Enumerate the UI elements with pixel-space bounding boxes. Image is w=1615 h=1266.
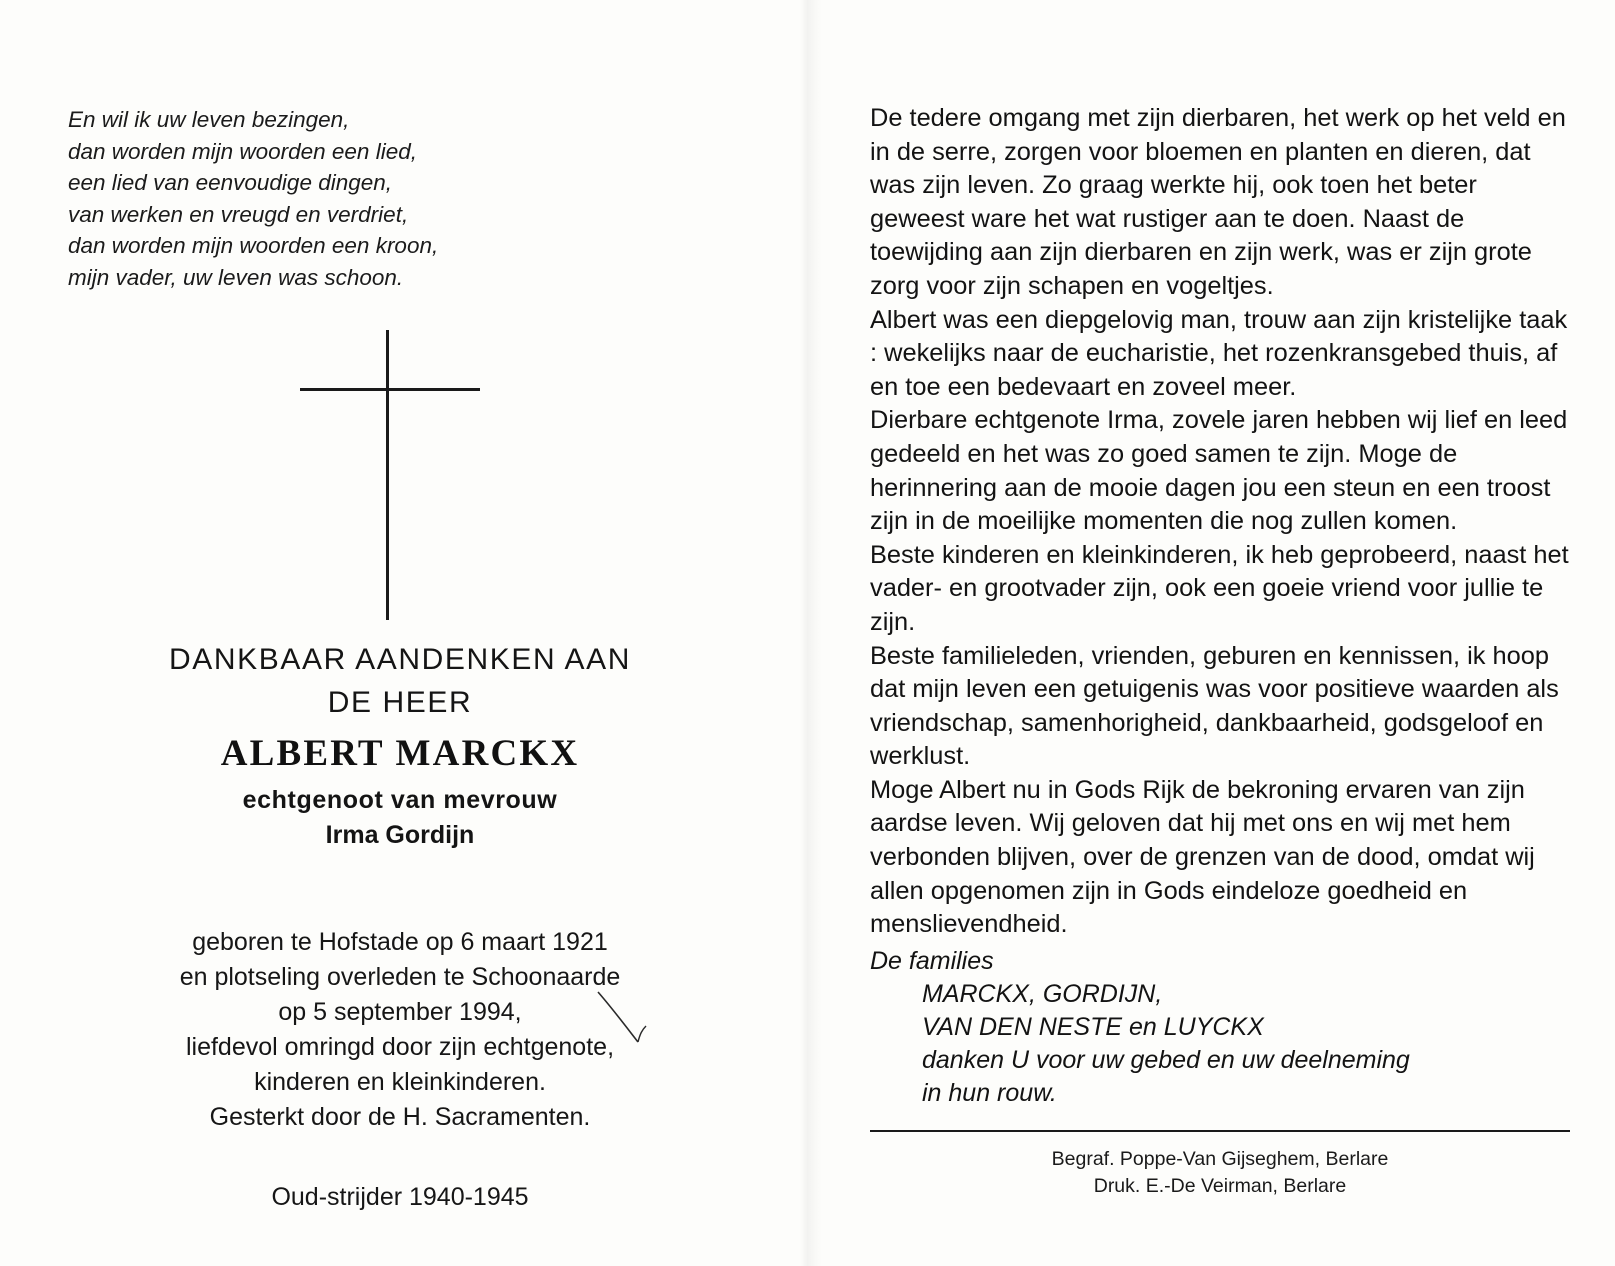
right-panel [822,0,1615,1266]
tribute-paragraph-3: Dierbare echtgenote Irma, zovele jaren hebben wij lief en leed gedeeld en het was zo goed samen te zijn. Moge de herinnering aan de mooie dagen jou een steun en een troost zijn in de moeilijke momenten die nog zullen komen. [870,406,1568,536]
poem-block [68,104,628,293]
tribute-paragraph-1: De tedere omgang met zijn dierbaren, het werk op het veld en in de serre, zorgen voor bloemen en planten en dieren, dat was zijn leven. Zo graag werkte hij, ook toen het beter geweest ware het wat rustiger aan te doen. Naast de toewijding aan zijn dierbaren en zijn werk, was er zijn grote zorg voor zijn schapen en vogeltjes. [870,104,1566,300]
cross-horizontal-bar [300,388,480,391]
detail-line-1: geboren te Hofstade op 6 maart 1921 [192,928,608,956]
families-thanks-line-1: danken U voor uw gebed en uw deelneming [922,1046,1410,1074]
tribute-paragraph-2: Albert was een diepgelovig man, trouw aan zijn kristelijke taak : wekelijks naar de eucharistie, het rozenkransgebed thuis, af en toe een bedevaart en zoveel meer. [870,305,1568,401]
funeral-home-credit: Begraf. Poppe-Van Gijseghem, Berlare [1051,1148,1389,1170]
printer-credits [870,1146,1570,1200]
poem-line-5: dan worden mijn woorden een kroon, [68,233,439,258]
tribute-text-block [870,102,1570,942]
detail-line-3: op 5 september 1994, [278,998,522,1026]
printer-credit: Druk. E.-De Veirman, Berlare [1093,1175,1347,1197]
poem-line-1: En wil ik uw leven bezingen, [68,107,350,132]
poem-line-6: mijn vader, uw leven was schoon. [68,264,404,290]
families-thanks-line-2: in hun rouw. [922,1079,1057,1107]
poem-line-2: dan worden mijn woorden een lied, [68,138,417,164]
families-thanks-block [870,945,1570,1110]
detail-line-5: kinderen en kleinkinderen. [254,1068,546,1096]
families-intro: De families [870,947,994,975]
families-names-line-2: VAN DEN NESTE en LUYCKX [922,1013,1264,1041]
footer-divider [870,1130,1570,1132]
tribute-paragraph-6: Moge Albert nu in Gods Rijk de bekroning ervaren van zijn aardse leven. Wij geloven dat hij met ons en wij met hem verbonden blijven, over de grenzen van de dood, omdat wij allen opgenomen zijn in Gods eindeloze goedheid en menslievendheid. [870,775,1535,939]
families-names-line-1: MARCKX, GORDIJN, [922,980,1163,1008]
detail-line-4: liefdevol omringd door zijn echtgenote, [185,1033,615,1061]
card-fold-seam [800,0,822,1266]
memorial-dedication-line: DANKBAAR AANDENKEN AAN [169,643,631,676]
memorial-heading-block [40,640,760,852]
memorial-title-line: DE HEER [327,686,473,719]
left-panel [0,0,800,1266]
latin-cross-icon [300,330,480,620]
spouse-name: Irma Gordijn [325,821,475,849]
veteran-note: Oud-strijder 1940-1945 [271,1183,529,1211]
detail-line-2: en plotseling overleden te Schoonaarde [179,963,621,991]
cross-vertical-bar [386,330,389,620]
life-details-block [40,925,760,1135]
poem-line-4: van werken en vreugd en verdriet, [68,201,409,227]
poem-line-3: een lied van eenvoudige dingen, [68,170,393,195]
tribute-paragraph-5: Beste familieleden, vrienden, geburen en kennissen, ik hoop dat mijn leven een getuigenis was voor positieve waarden als vriendschap, samenhorigheid, dankbaarheid, godsgeloof en werklust. [870,641,1559,771]
deceased-name: ALBERT MARCKX [220,733,580,774]
detail-line-6: Gesterkt door de H. Sacramenten. [209,1103,591,1131]
tribute-paragraph-4: Beste kinderen en kleinkinderen, ik heb geprobeerd, naast het vader- en grootvader zijn, ook een goeie vriend voor jullie te zijn. [870,540,1569,636]
spouse-label: echtgenoot van mevrouw [242,786,558,814]
